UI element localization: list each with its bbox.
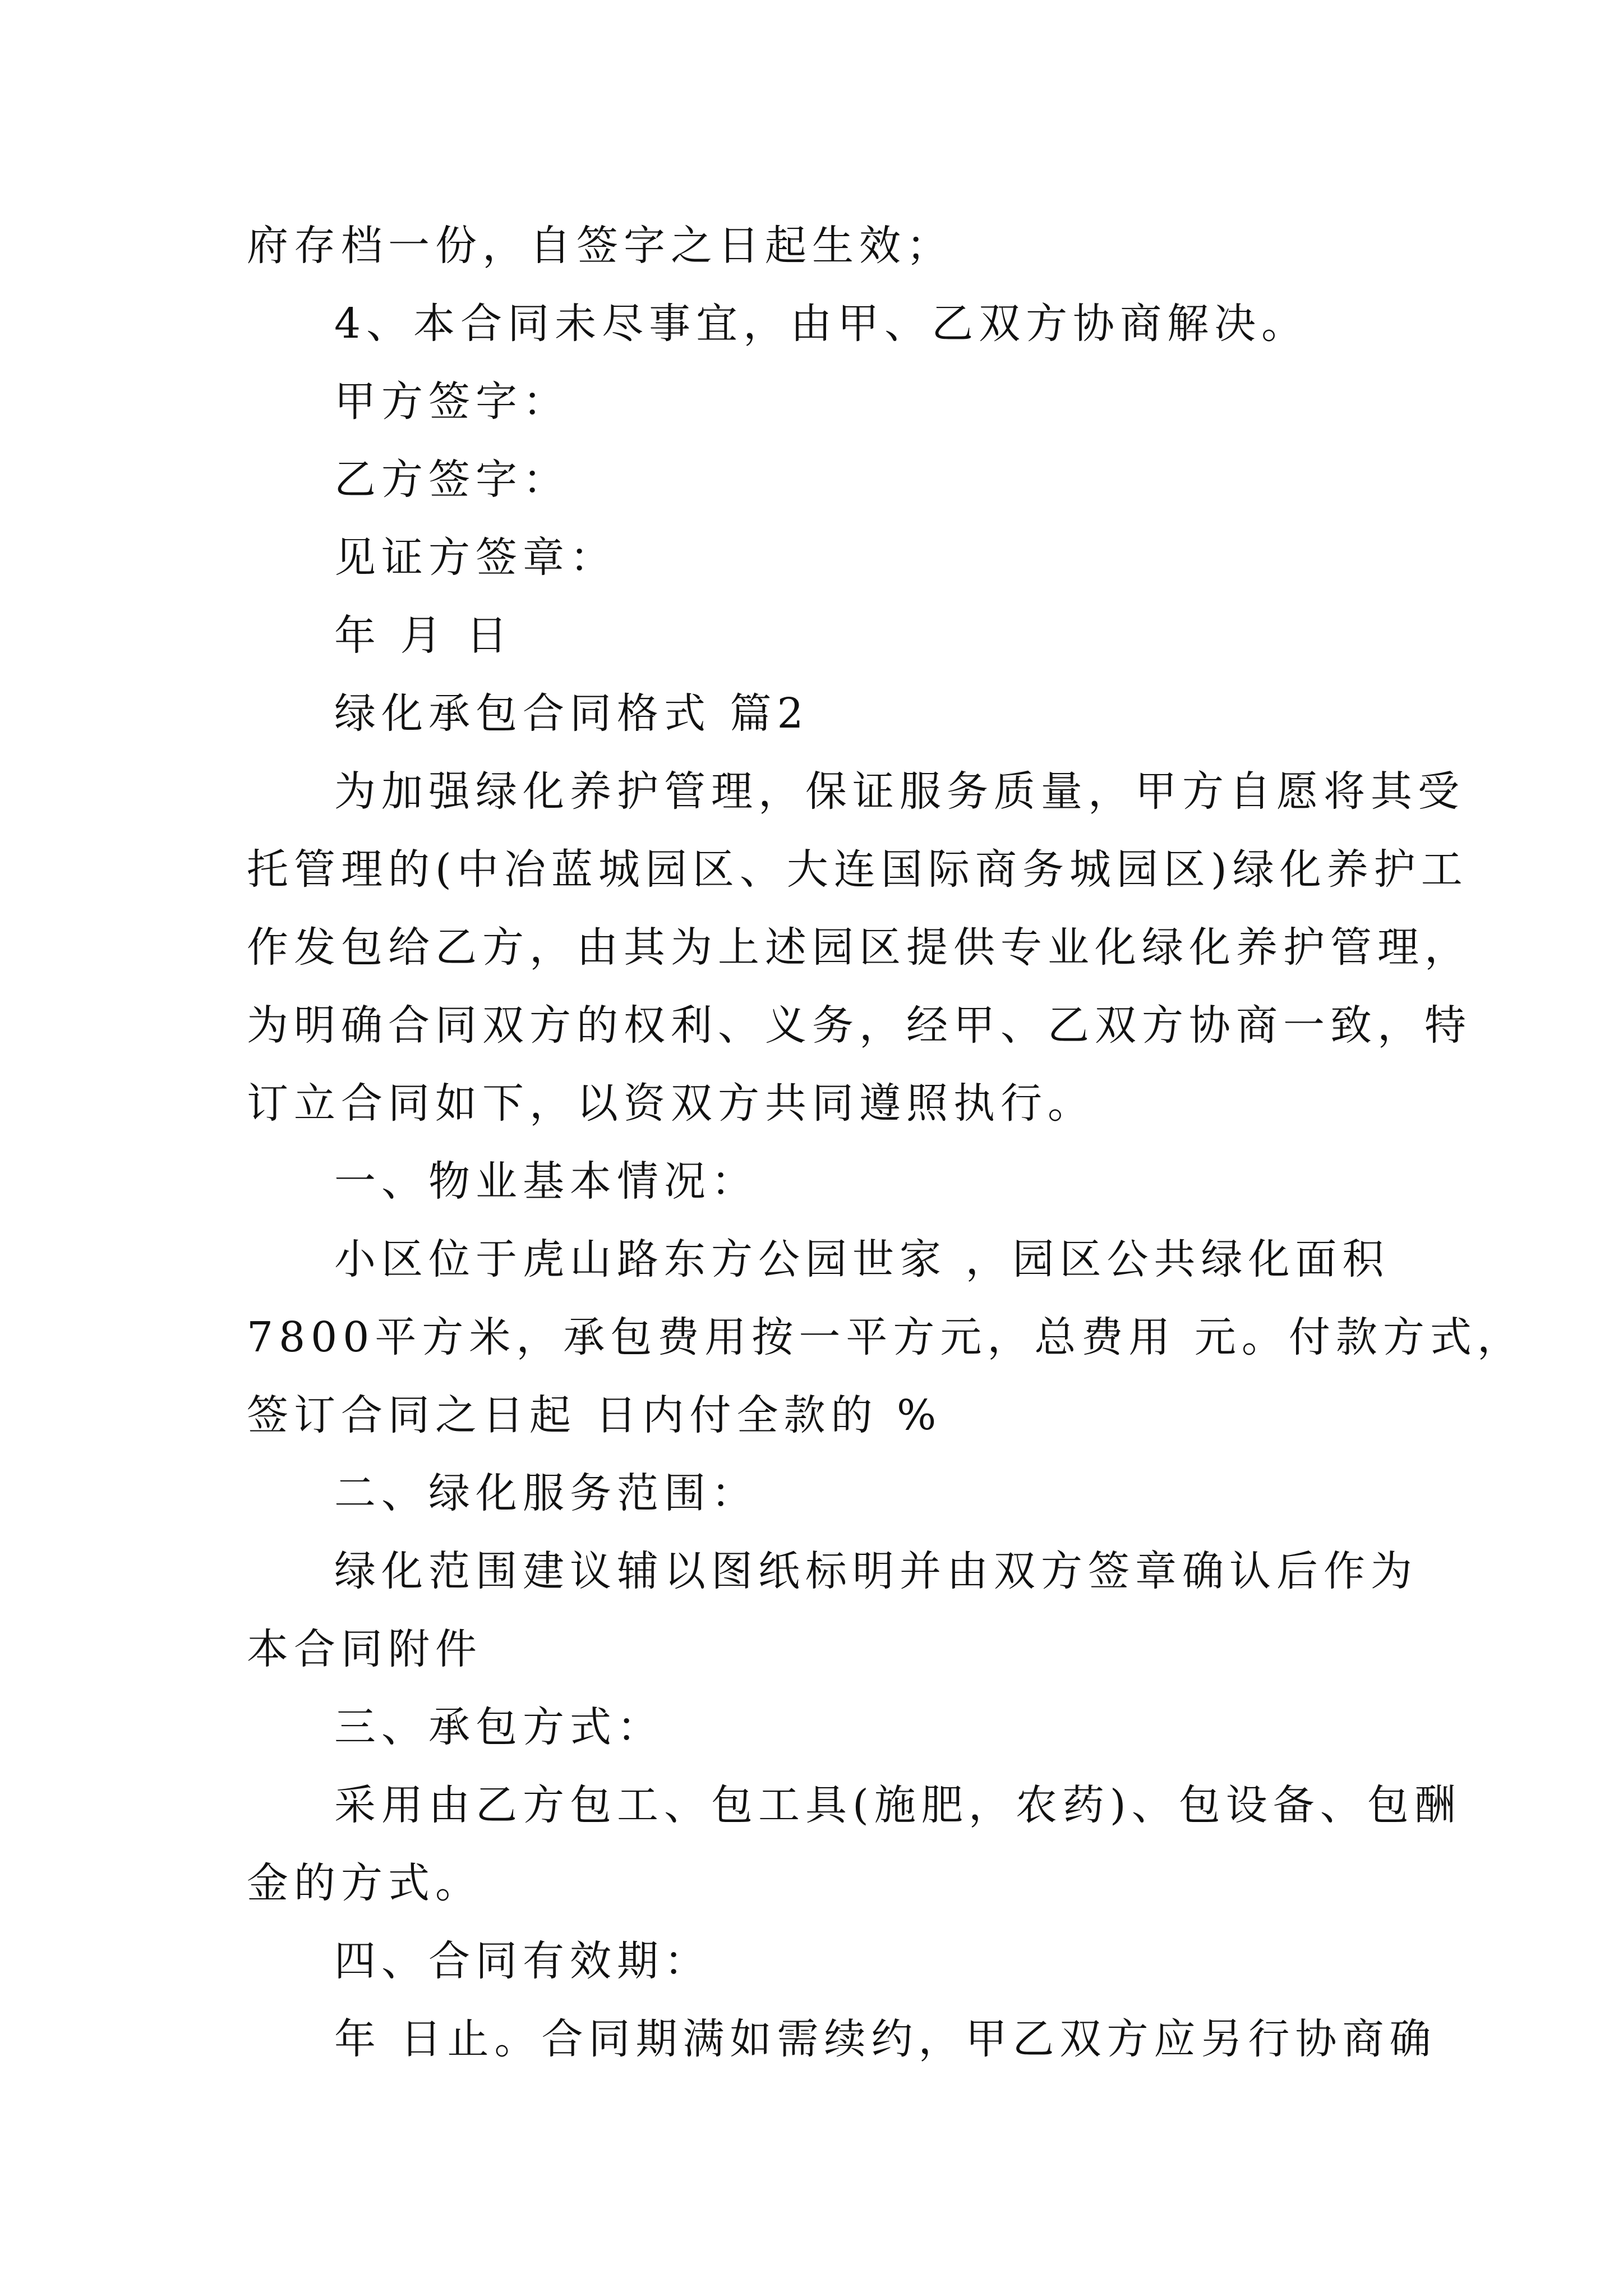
line-text: 三、承包方式： [334, 1703, 664, 1751]
line-text: 年 月 日 [334, 611, 514, 660]
clause-heading [0, 1142, 1623, 1221]
line-text: 7800平方米，承包费用按一平方元，总费用 元。付款方式， [247, 1313, 1524, 1361]
line-text: 见证方签章： [334, 533, 617, 582]
line-text: 二、绿化服务范围： [334, 1469, 758, 1517]
line-text: 四、合同有效期： [334, 1937, 711, 1985]
signature-line-witness [0, 518, 1623, 597]
line-text: 府存档一份，自签字之日起生效； [247, 222, 953, 270]
body-line [0, 206, 1623, 285]
line-text: 乙方签字： [334, 455, 570, 504]
body-line [0, 986, 1623, 1065]
line-text: 绿化范围建议辅以图纸标明并由双方签章确认后作为 [334, 1547, 1418, 1595]
line-text: 4、本合同未尽事宜，由甲、乙双方协商解决。 [334, 300, 1309, 348]
line-text: 作发包给乙方，由其为上述园区提供专业化绿化养护管理， [247, 923, 1472, 972]
body-line [0, 1844, 1623, 1922]
body-line [0, 1298, 1623, 1377]
body-line [0, 908, 1623, 987]
line-text: 为加强绿化养护管理，保证服务质量，甲方自愿将其受 [334, 767, 1465, 816]
body-line [0, 1532, 1623, 1611]
line-text: 签订合同之日起 日内付全款的 % [247, 1391, 942, 1439]
signature-line-party-a [0, 362, 1623, 441]
line-text: 托管理的(中冶蓝城园区、大连国际商务城园区)绿化养护工 [247, 845, 1468, 894]
body-line [0, 1376, 1623, 1455]
section-heading [0, 674, 1623, 753]
signature-line-party-b [0, 440, 1623, 519]
clause-heading [0, 1454, 1623, 1533]
clause-heading [0, 1922, 1623, 2000]
body-line [0, 752, 1623, 831]
line-text: 绿化承包合同格式 篇2 [334, 689, 809, 738]
line-text: 采用由乙方包工、包工具(施肥，农药)、包设备、包酬 [334, 1781, 1461, 1829]
line-text: 甲方签字： [334, 378, 570, 426]
clause-heading [0, 1688, 1623, 1766]
line-text: 为明确合同双方的权利、义务，经甲、乙双方协商一致，特 [247, 1001, 1472, 1050]
date-line [0, 596, 1623, 675]
body-line [0, 2000, 1623, 2078]
line-text: 年 日止。合同期满如需续约，甲乙双方应另行协商确 [334, 2015, 1437, 2063]
body-line [0, 284, 1623, 363]
body-line [0, 1064, 1623, 1143]
line-text: 金的方式。 [247, 1859, 482, 1907]
body-line [0, 1220, 1623, 1299]
line-text: 本合同附件 [247, 1625, 482, 1673]
body-line [0, 1766, 1623, 1844]
line-text: 小区位于虎山路东方公园世家 ，园区公共绿化面积 [334, 1235, 1390, 1283]
line-text: 订立合同如下，以资双方共同遵照执行。 [247, 1079, 1095, 1128]
line-text: 一、物业基本情况： [334, 1157, 758, 1205]
body-line [0, 1610, 1623, 1688]
body-line [0, 830, 1623, 909]
